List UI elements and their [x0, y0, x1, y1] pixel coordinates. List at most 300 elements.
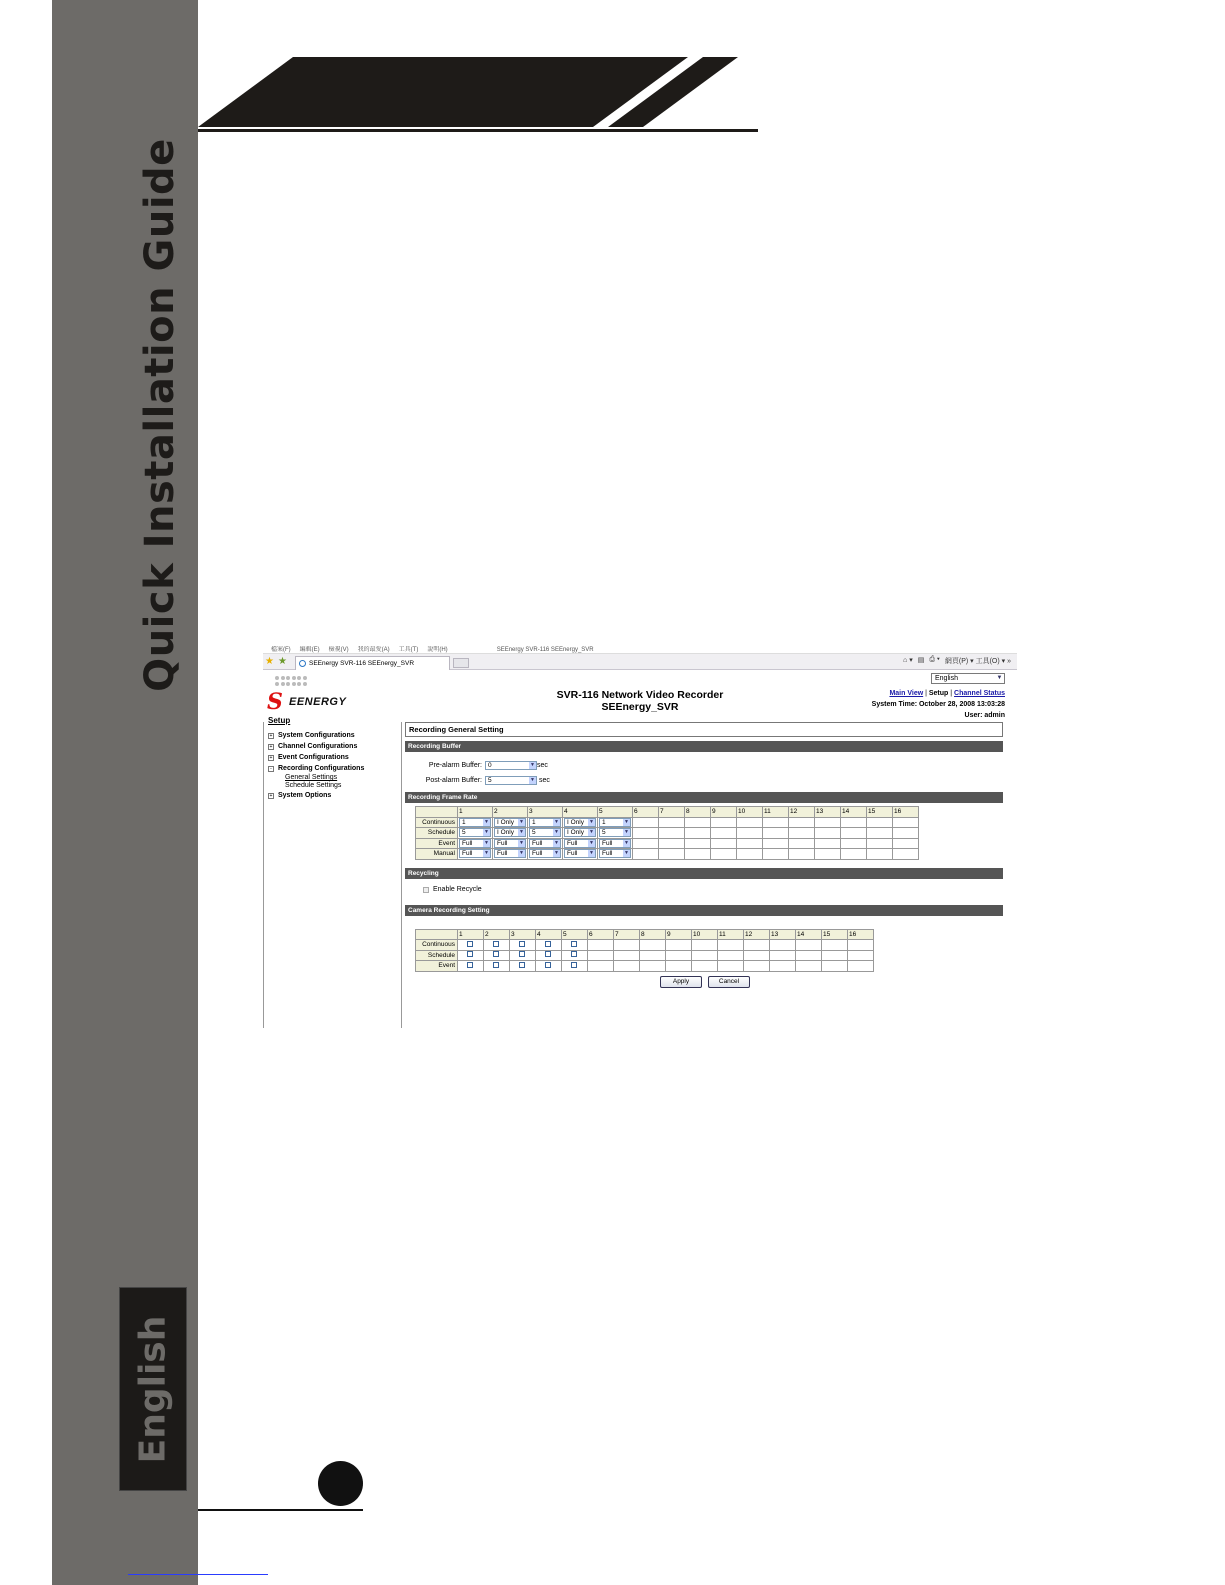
frame-cell	[763, 817, 789, 828]
frame-cell	[737, 838, 763, 849]
channel-header: 9	[711, 807, 737, 818]
frame-cell	[685, 828, 711, 839]
frame-cell	[633, 838, 659, 849]
row-label: Schedule	[416, 950, 458, 961]
channel-header: 7	[659, 807, 685, 818]
frame-cell	[815, 828, 841, 839]
frame-rate-select[interactable]	[459, 839, 491, 848]
channel-header: 8	[640, 929, 666, 940]
frame-cell	[789, 849, 815, 860]
camera-cell	[692, 961, 718, 972]
channel-header: 15	[822, 929, 848, 940]
header-nav: Main View | Setup | Channel Status System Time: October 28, 2008 13:03:28 User: admin	[871, 690, 1005, 719]
channel-header: 3	[528, 807, 563, 818]
channel-header: 8	[685, 807, 711, 818]
camera-cell	[588, 961, 614, 972]
expand-icon[interactable]: +	[269, 732, 273, 739]
frame-cell	[659, 828, 685, 839]
channel-status-link[interactable]: Channel Status	[954, 690, 1005, 697]
address-text[interactable]: SEEnergy SVR-116 SEEnergy_SVR	[496, 647, 594, 653]
chevron-down-icon: ▼	[624, 829, 629, 836]
browser-tab[interactable]	[295, 656, 450, 670]
browser-toolbar	[903, 656, 1011, 666]
row-label: Event	[416, 961, 458, 972]
frame-cell	[493, 817, 528, 828]
channel-header: 6	[588, 929, 614, 940]
frame-cell	[563, 838, 598, 849]
frame-cell	[893, 817, 919, 828]
current-user: User: admin	[964, 712, 1005, 719]
guide-title: Quick Installation Guide	[137, 138, 183, 692]
menu-favorites[interactable]: 我的最愛(A)	[357, 647, 390, 653]
camera-record-checkbox[interactable]	[519, 941, 525, 947]
channel-header: 13	[770, 929, 796, 940]
frame-cell	[893, 838, 919, 849]
pre-alarm-row: Pre-alarm Buffer: 0 ▼ sec	[428, 762, 548, 769]
frame-rate-value: Full	[532, 839, 543, 847]
camera-cell	[770, 961, 796, 972]
frame-cell	[458, 838, 493, 849]
frame-rate-select[interactable]	[494, 818, 526, 827]
chevron-down-icon: ▼	[624, 839, 629, 846]
row-label: Schedule	[416, 828, 458, 839]
camera-record-checkbox[interactable]	[545, 951, 551, 957]
frame-rate-value: I Only	[497, 818, 514, 826]
channel-header: 1	[458, 929, 484, 940]
camera-cell	[666, 961, 692, 972]
camera-cell	[640, 961, 666, 972]
frame-cell	[528, 828, 563, 839]
chevron-down-icon: ▼	[624, 850, 629, 857]
frame-rate-select[interactable]	[564, 839, 596, 848]
ie-page-icon	[299, 660, 306, 667]
frame-rate-value: Full	[602, 850, 613, 858]
collapse-icon[interactable]: -	[268, 766, 274, 772]
frame-rate-value: Full	[462, 850, 473, 858]
channel-header: 11	[763, 807, 789, 818]
frame-cell	[711, 838, 737, 849]
frame-rate-value: Full	[497, 850, 508, 858]
home-icon[interactable]: ⌂ ▾	[903, 657, 913, 664]
chevron-down-icon: ▼	[589, 850, 594, 857]
camera-cell	[848, 961, 874, 972]
channel-header: 7	[614, 929, 640, 940]
frame-rate-select[interactable]	[494, 849, 526, 858]
camera-cell	[458, 961, 484, 972]
frame-rate-select[interactable]	[529, 818, 561, 827]
frame-cell	[458, 849, 493, 860]
camera-cell	[614, 950, 640, 961]
frame-rate-value: I Only	[567, 829, 584, 837]
frame-cell	[893, 828, 919, 839]
frame-cell	[789, 817, 815, 828]
camera-cell	[822, 961, 848, 972]
channel-header: 12	[789, 807, 815, 818]
camera-cell	[770, 940, 796, 951]
camera-cell	[692, 950, 718, 961]
chevron-down-icon: ▼	[484, 829, 489, 836]
channel-header: 16	[893, 807, 919, 818]
favorites-star-icon[interactable]: ★	[265, 656, 274, 667]
frame-cell	[598, 849, 633, 860]
apply-button[interactable]: Apply	[660, 976, 702, 988]
camera-record-checkbox[interactable]	[571, 941, 577, 947]
feeds-icon[interactable]: ▤	[917, 657, 925, 664]
frame-cell	[598, 838, 633, 849]
frame-cell	[815, 817, 841, 828]
frame-cell	[563, 849, 598, 860]
settings-pane	[405, 722, 1003, 988]
channel-header: 10	[737, 807, 763, 818]
frame-cell	[598, 817, 633, 828]
page-title: Recording General Setting	[405, 722, 1003, 737]
menu-tools[interactable]: 工具(T)	[398, 647, 419, 653]
frame-cell	[633, 817, 659, 828]
menu-file[interactable]: 檔案(F)	[271, 647, 291, 653]
browser-menubar	[263, 646, 1017, 654]
camera-recording-table	[415, 929, 874, 972]
expand-icon[interactable]: +	[269, 754, 273, 761]
footer-rule	[198, 1509, 363, 1511]
browser-tab-title: SEEnergy SVR-116 SEEnergy_SVR	[309, 660, 415, 667]
nav-system-options[interactable]: + System Options	[269, 792, 332, 799]
camera-cell	[744, 961, 770, 972]
frame-rate-value: 1	[602, 818, 606, 826]
frame-cell	[711, 849, 737, 860]
camera-record-checkbox[interactable]	[493, 962, 499, 968]
camera-record-checkbox[interactable]	[467, 962, 473, 968]
chevron-down-icon: ▼	[519, 829, 524, 836]
setup-link[interactable]: Setup	[928, 690, 949, 697]
corner-cell	[416, 807, 458, 818]
frame-cell	[659, 817, 685, 828]
chevron-down-icon: ▼	[589, 829, 594, 836]
frame-cell	[841, 838, 867, 849]
chevron-down-icon: ▼	[484, 818, 489, 825]
setup-sidebar	[263, 716, 402, 1028]
section-camera-recording: Camera Recording Setting	[405, 905, 1003, 916]
row-label: Event	[416, 838, 458, 849]
frame-rate-select[interactable]	[599, 828, 631, 837]
channel-header: 1	[458, 807, 493, 818]
camera-cell	[848, 950, 874, 961]
frame-cell	[763, 849, 789, 860]
app-title: SVR-116 Network Video Recorder SEEnergy_SVR	[556, 689, 724, 713]
menu-help[interactable]: 說明(H)	[427, 647, 448, 653]
frame-rate-row	[416, 828, 919, 839]
frame-rate-select[interactable]	[564, 849, 596, 858]
expand-icon[interactable]: +	[269, 743, 273, 750]
frame-rate-select[interactable]	[459, 818, 491, 827]
frame-rate-select[interactable]	[494, 839, 526, 848]
frame-rate-value: 5	[462, 829, 466, 837]
post-alarm-row: Post-alarm Buffer: 5 ▼ sec	[425, 777, 550, 784]
chevron-down-icon: ▼	[519, 839, 524, 846]
camera-record-checkbox[interactable]	[493, 941, 499, 947]
nav-schedule-settings[interactable]: Schedule Settings	[285, 782, 342, 789]
camera-cell	[744, 950, 770, 961]
camera-cell	[510, 940, 536, 951]
frame-cell	[815, 838, 841, 849]
camera-cell	[796, 961, 822, 972]
frame-cell	[685, 849, 711, 860]
channel-header: 4	[536, 929, 562, 940]
section-recording-buffer: Recording Buffer	[405, 741, 1003, 752]
camera-record-checkbox[interactable]	[545, 941, 551, 947]
frame-rate-value: Full	[532, 850, 543, 858]
frame-rate-value: 5	[532, 829, 536, 837]
camera-header-row	[416, 929, 874, 940]
frame-cell	[528, 817, 563, 828]
frame-cell	[458, 828, 493, 839]
channel-header: 14	[841, 807, 867, 818]
camera-cell	[562, 940, 588, 951]
main-view-link[interactable]: Main View	[889, 690, 924, 697]
camera-cell	[536, 940, 562, 951]
camera-cell	[588, 950, 614, 961]
menu-edit[interactable]: 編輯(E)	[299, 647, 320, 653]
frame-cell	[763, 828, 789, 839]
chevron-down-icon: ▼	[996, 675, 1003, 681]
enable-recycle-checkbox[interactable]	[423, 887, 429, 893]
camera-row	[416, 950, 874, 961]
frame-cell	[633, 849, 659, 860]
frame-rate-value: 1	[532, 818, 536, 826]
channel-header: 12	[744, 929, 770, 940]
channel-header: 15	[867, 807, 893, 818]
corner-cell	[416, 929, 458, 940]
frame-cell	[841, 849, 867, 860]
frame-cell	[633, 828, 659, 839]
chevron-down-icon: ▼	[530, 762, 535, 768]
frame-rate-value: I Only	[567, 818, 584, 826]
frame-rate-select[interactable]	[529, 839, 561, 848]
camera-cell	[822, 940, 848, 951]
frame-cell	[563, 828, 598, 839]
frame-cell	[867, 849, 893, 860]
camera-cell	[692, 940, 718, 951]
frame-rate-row	[416, 817, 919, 828]
frame-cell	[563, 817, 598, 828]
system-time: System Time: October 28, 2008 13:03:28	[871, 701, 1005, 708]
frame-cell	[893, 849, 919, 860]
camera-cell	[718, 940, 744, 951]
app-body	[263, 716, 1017, 1028]
camera-cell	[822, 950, 848, 961]
chevron-down-icon: ▼	[554, 839, 559, 846]
camera-row	[416, 961, 874, 972]
camera-cell	[718, 950, 744, 961]
chevron-down-icon: ▼	[624, 818, 629, 825]
camera-cell	[614, 961, 640, 972]
frame-rate-select[interactable]	[564, 828, 596, 837]
chevron-down-icon: ▼	[519, 818, 524, 825]
camera-record-checkbox[interactable]	[545, 962, 551, 968]
frame-cell	[659, 838, 685, 849]
frame-cell	[867, 838, 893, 849]
section-frame-rate: Recording Frame Rate	[405, 792, 1003, 803]
frame-rate-table	[415, 806, 919, 860]
cancel-button[interactable]: Cancel	[708, 976, 750, 988]
chevron-down-icon: ▼	[554, 818, 559, 825]
post-alarm-select[interactable]: 5 ▼	[485, 776, 537, 785]
pre-alarm-select[interactable]: 0 ▼	[485, 761, 537, 770]
frame-cell	[711, 828, 737, 839]
frame-cell	[685, 817, 711, 828]
channel-header: 14	[796, 929, 822, 940]
channel-header: 10	[692, 929, 718, 940]
frame-rate-value: Full	[497, 839, 508, 847]
frame-rate-select[interactable]	[564, 818, 596, 827]
svr-setup-screenshot	[263, 646, 1017, 1028]
frame-rate-row	[416, 849, 919, 860]
camera-cell	[562, 961, 588, 972]
nav-event-configurations[interactable]: + Event Configurations	[269, 754, 349, 761]
frame-cell	[867, 828, 893, 839]
add-favorite-icon[interactable]: ★	[278, 656, 287, 667]
channel-header: 5	[562, 929, 588, 940]
chevron-down-icon: ▼	[554, 850, 559, 857]
camera-record-checkbox[interactable]	[467, 951, 473, 957]
frame-cell	[493, 849, 528, 860]
frame-rate-select[interactable]	[599, 849, 631, 858]
frame-cell	[598, 828, 633, 839]
frame-rate-select[interactable]	[599, 839, 631, 848]
camera-cell	[510, 950, 536, 961]
camera-cell	[770, 950, 796, 961]
camera-cell	[848, 940, 874, 951]
nav-recording-configurations[interactable]: - Recording Configurations	[268, 763, 401, 774]
camera-cell	[796, 940, 822, 951]
camera-cell	[510, 961, 536, 972]
form-buttons	[660, 976, 1003, 988]
channel-header: 13	[815, 807, 841, 818]
recycle-row	[405, 879, 1003, 901]
camera-cell	[536, 961, 562, 972]
frame-rate-row	[416, 838, 919, 849]
section-recycling: Recycling	[405, 868, 1003, 879]
camera-record-checkbox[interactable]	[571, 962, 577, 968]
camera-record-checkbox[interactable]	[467, 941, 473, 947]
frame-rate-value: 1	[462, 818, 466, 826]
frame-cell	[528, 849, 563, 860]
frame-cell	[659, 849, 685, 860]
channel-header: 2	[484, 929, 510, 940]
chevron-down-icon: ▼	[589, 839, 594, 846]
camera-cell	[562, 950, 588, 961]
camera-cell	[588, 940, 614, 951]
camera-cell	[484, 961, 510, 972]
camera-cell	[640, 950, 666, 961]
seenergy-logo: S EENERGY	[267, 689, 347, 715]
frame-rate-value: Full	[462, 839, 473, 847]
nav-channel-configurations[interactable]: + Channel Configurations	[269, 743, 358, 750]
camera-cell	[640, 940, 666, 951]
frame-cell	[763, 838, 789, 849]
camera-cell	[796, 950, 822, 961]
logo-dots	[275, 676, 307, 686]
chevron-down-icon: ▼	[519, 850, 524, 857]
frame-rate-value: Full	[602, 839, 613, 847]
frame-cell	[493, 838, 528, 849]
frame-cell	[841, 817, 867, 828]
language-select[interactable]: English ▼	[931, 673, 1005, 684]
frame-cell	[711, 817, 737, 828]
camera-row	[416, 940, 874, 951]
frame-rate-select[interactable]	[459, 849, 491, 858]
channel-header: 4	[563, 807, 598, 818]
frame-cell	[737, 817, 763, 828]
frame-cell	[737, 849, 763, 860]
frame-cell	[685, 838, 711, 849]
chevron-down-icon: ▼	[484, 850, 489, 857]
frame-cell	[867, 817, 893, 828]
frame-rate-select[interactable]	[459, 828, 491, 837]
camera-cell	[666, 940, 692, 951]
channel-header: 6	[633, 807, 659, 818]
menu-view[interactable]: 檢視(V)	[328, 647, 349, 653]
frame-rate-select[interactable]	[529, 849, 561, 858]
frame-rate-select[interactable]	[599, 818, 631, 827]
expand-icon[interactable]: +	[269, 792, 273, 799]
chevron-down-icon: ▼	[484, 839, 489, 846]
nav-general-settings[interactable]: General Settings	[285, 774, 338, 781]
camera-record-checkbox[interactable]	[493, 951, 499, 957]
frame-cell	[528, 838, 563, 849]
chevron-down-icon: ▼	[530, 777, 535, 783]
frame-cell	[493, 828, 528, 839]
camera-cell	[718, 961, 744, 972]
frame-cell	[737, 828, 763, 839]
camera-cell	[614, 940, 640, 951]
channel-header: 5	[598, 807, 633, 818]
camera-cell	[484, 940, 510, 951]
frame-rate-value: Full	[567, 839, 578, 847]
channel-header: 3	[510, 929, 536, 940]
camera-cell	[744, 940, 770, 951]
setup-heading-link[interactable]: Setup	[268, 716, 291, 725]
browser-tabbar	[263, 654, 1017, 670]
frame-rate-value: I Only	[497, 829, 514, 837]
frame-cell	[789, 838, 815, 849]
frame-rate-select[interactable]	[529, 828, 561, 837]
new-tab-button[interactable]	[453, 658, 469, 668]
frame-cell	[841, 828, 867, 839]
camera-cell	[666, 950, 692, 961]
row-label: Continuous	[416, 817, 458, 828]
nav-system-configurations[interactable]: + System Configurations	[269, 732, 355, 739]
channel-header: 16	[848, 929, 874, 940]
camera-cell	[484, 950, 510, 961]
header-graphic	[198, 55, 758, 135]
page-number-dot	[318, 1461, 363, 1506]
frame-rate-select[interactable]	[494, 828, 526, 837]
frame-cell	[815, 849, 841, 860]
camera-record-checkbox[interactable]	[519, 962, 525, 968]
camera-record-checkbox[interactable]	[519, 951, 525, 957]
frame-cell	[789, 828, 815, 839]
camera-cell	[458, 950, 484, 961]
frame-rate-value: 5	[602, 829, 606, 837]
page-tools-menu[interactable]: 網頁(P) ▾ 工具(O) ▾ »	[944, 658, 1011, 665]
frame-rate-value: Full	[567, 850, 578, 858]
camera-record-checkbox[interactable]	[571, 951, 577, 957]
row-label: Manual	[416, 849, 458, 860]
print-icon[interactable]: ⎙ ▾	[929, 656, 940, 663]
channel-header: 2	[493, 807, 528, 818]
enable-recycle-label: Enable Recycle	[433, 886, 482, 893]
app-header	[263, 670, 1017, 722]
